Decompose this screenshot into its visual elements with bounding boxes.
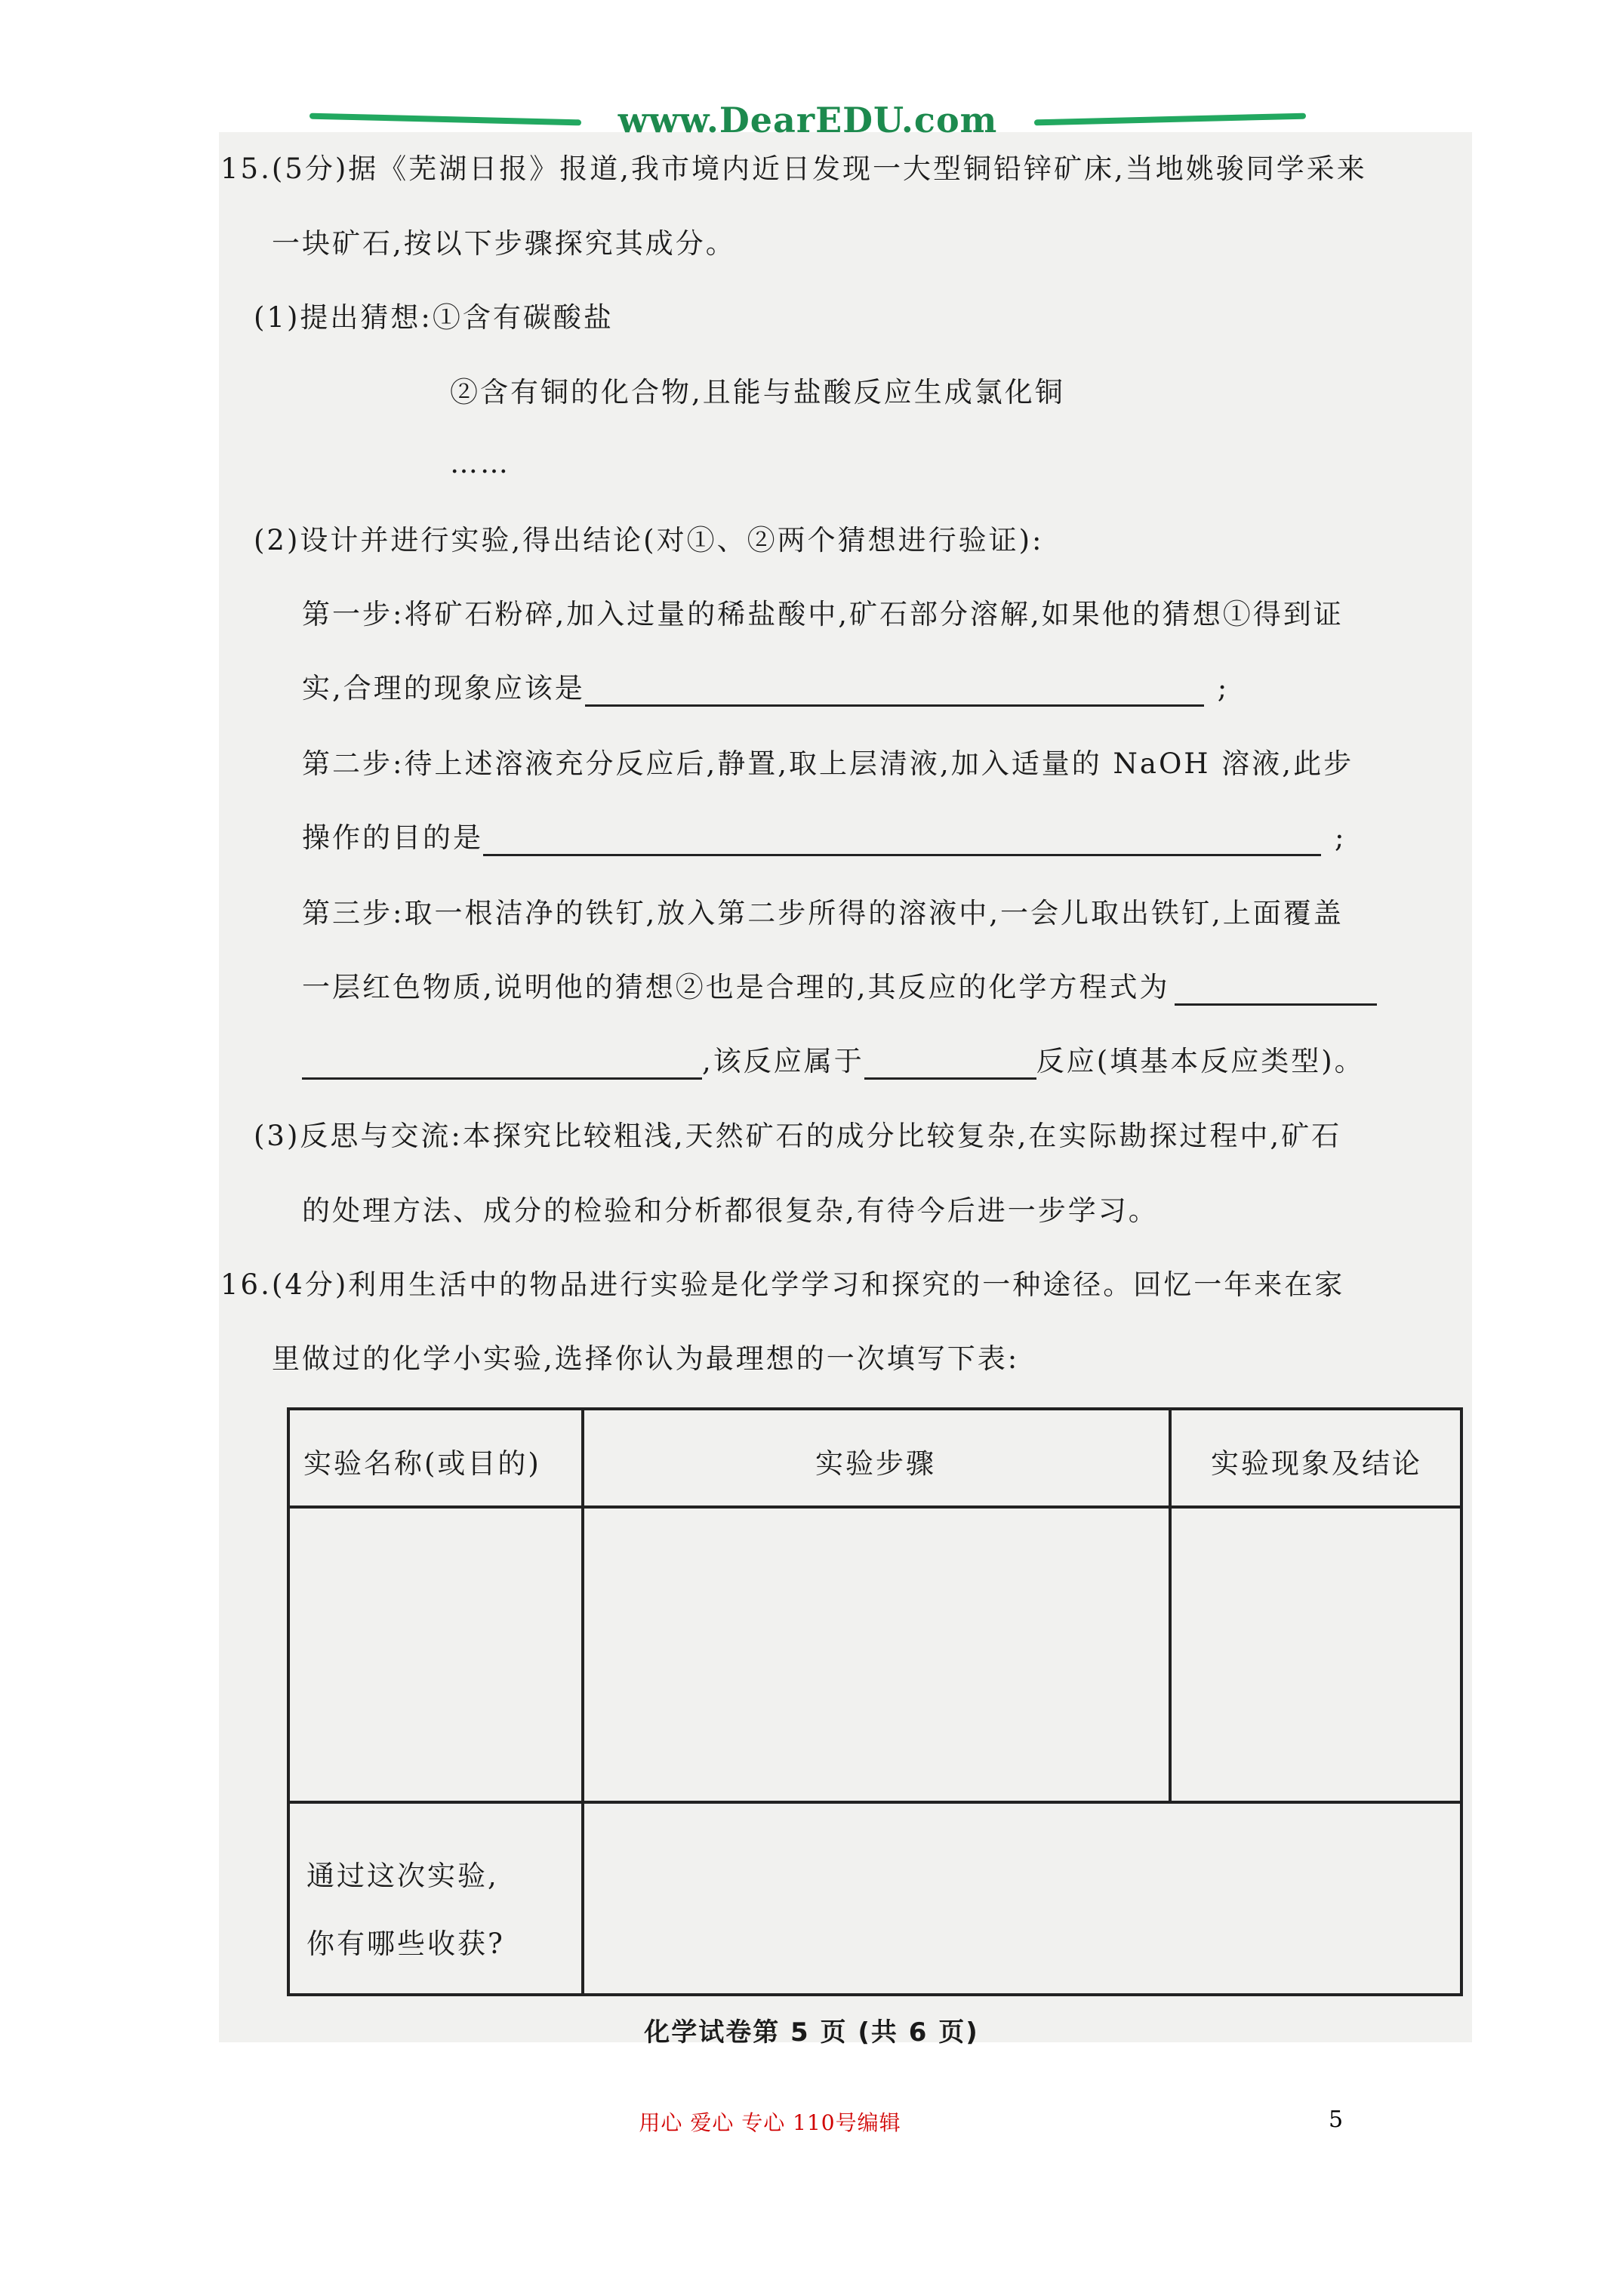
q15-equation-blank-part-1[interactable]	[1175, 976, 1377, 1006]
q15-hypothesis-ellipsis: ……	[450, 447, 510, 479]
q15-step1-prompt: 实,合理的现象应该是	[302, 672, 585, 704]
q15-step3-line-1: 第三步:取一根洁净的铁钉,放入第二步所得的溶液中,一会儿取出铁钉,上面覆盖	[302, 897, 1344, 929]
q15-reflection-line-2: 的处理方法、成分的检验和分析都很复杂,有待今后进一步学习。	[302, 1194, 1159, 1227]
q15-step2-line-2	[302, 820, 1346, 856]
table-cell-experiment-results[interactable]	[1173, 1510, 1458, 1800]
table-header-steps: 实验步骤	[815, 1447, 936, 1480]
q15-step1-answer-blank[interactable]	[585, 677, 1204, 707]
q15-reflection-line-1: (3)反思与交流:本探究比较粗浅,天然矿石的成分比较复杂,在实际勘探过程中,矿石	[254, 1120, 1342, 1152]
q15-hypothesis-2: ②含有铜的化合物,且能与盐酸反应生成氯化铜	[450, 376, 1065, 408]
q16-line-2: 里做过的化学小实验,选择你认为最理想的一次填写下表:	[272, 1342, 1020, 1375]
q15-step2-semicolon: ;	[1335, 821, 1347, 854]
q15-line-1: 15.(5分)据《芜湖日报》报道,我市境内近日发现一大型铜铅锌矿床,当地姚骏同学采来	[220, 153, 1367, 185]
experiment-table	[287, 1407, 1463, 1996]
q15-step3-line-2	[302, 969, 1377, 1006]
q15-line-2: 一块矿石,按以下步骤探究其成分。	[272, 227, 736, 260]
table-cell-experiment-steps[interactable]	[586, 1510, 1167, 1800]
table-header-name: 实验名称(或目的)	[303, 1447, 541, 1480]
harvest-question-line-2: 你有哪些收获?	[306, 1928, 505, 1960]
q15-step1-semicolon: ;	[1217, 672, 1230, 704]
table-cell-experiment-name[interactable]	[293, 1510, 580, 1800]
q15-step3-prompt: 一层红色物质,说明他的猜想②也是合理的,其反应的化学方程式为	[302, 971, 1170, 1003]
q16-line-1: 16.(4分)利用生活中的物品进行实验是化学学习和探究的一种途径。回忆一年来在家	[220, 1268, 1345, 1301]
q15-step1-line-1: 第一步:将矿石粉碎,加入过量的稀盐酸中,矿石部分溶解,如果他的猜想①得到证	[302, 598, 1344, 630]
table-harvest-divider	[290, 1801, 1460, 1804]
q15-part-2-intro: (2)设计并进行实验,得出结论(对①、②两个猜想进行验证):	[254, 524, 1044, 556]
header-decoration-left	[310, 113, 581, 126]
header-decoration-right	[1034, 113, 1306, 126]
site-header	[0, 100, 1623, 145]
table-header-divider	[290, 1505, 1460, 1509]
exam-page-footer: 化学试卷第 5 页 (共 6 页)	[644, 2017, 979, 2048]
q15-equation-blank-part-2[interactable]	[302, 1050, 702, 1080]
table-header-results: 实验现象及结论	[1211, 1447, 1422, 1480]
q15-step2-line-1: 第二步:待上述溶液充分反应后,静置,取上层清液,加入适量的 NaOH 溶液,此步	[302, 747, 1354, 780]
q15-reaction-type-prompt: ,该反应属于	[702, 1045, 864, 1077]
q15-reaction-type-blank[interactable]	[864, 1050, 1036, 1080]
harvest-question-line-1: 通过这次实验,	[306, 1860, 499, 1892]
q15-step2-answer-blank[interactable]	[483, 827, 1321, 856]
editor-credit: 用心 爱心 专心 110号编辑	[639, 2110, 901, 2135]
q15-reaction-type-suffix: 反应(填基本反应类型)。	[1036, 1045, 1365, 1077]
page-number: 5	[1329, 2106, 1344, 2133]
q15-step1-line-2	[302, 670, 1229, 707]
q15-hypothesis-1: (1)提出猜想:①含有碳酸盐	[254, 301, 614, 334]
q15-step3-line-3	[302, 1043, 1365, 1080]
q15-step2-prompt: 操作的目的是	[302, 821, 483, 854]
table-col-divider-1	[581, 1410, 584, 1993]
table-cell-harvest-answer[interactable]	[586, 1805, 1458, 1991]
site-logo-text: www.DearEDU.com	[617, 100, 998, 140]
